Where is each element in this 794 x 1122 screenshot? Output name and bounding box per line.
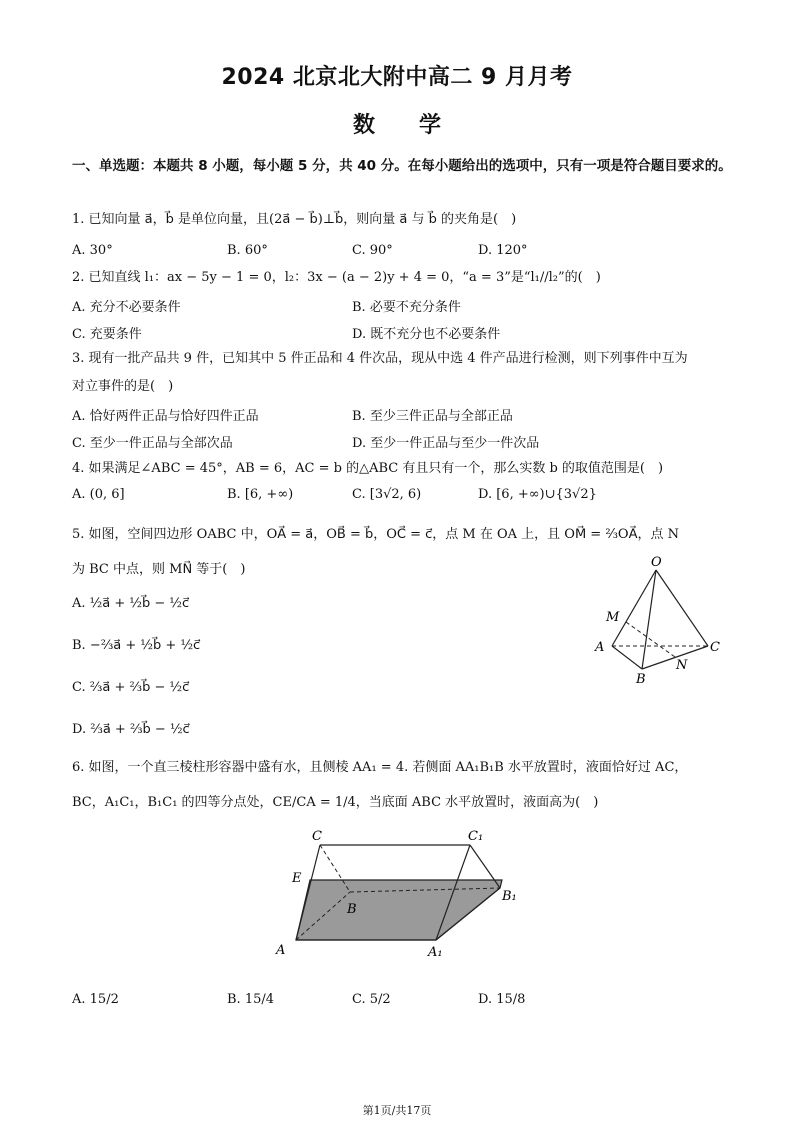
q5-option-a: A. ½a⃗ + ½b⃗ − ½c⃗ — [72, 596, 190, 611]
q3-option-b: B. 至少三件正品与全部正品 — [352, 409, 513, 424]
prism-figure — [270, 820, 530, 960]
question-4-stem: 4. 如果满足∠ABC = 45°，AB = 6，AC = b 的△ABC 有且只有一个，那么实数 b 的取值范围是( ) — [72, 461, 664, 476]
q2-option-b: B. 必要不充分条件 — [352, 300, 461, 315]
section-heading: 一、单选题：本题共 8 小题，每小题 5 分，共 40 分。在每小题给出的选项中，只有一项是符合题目要求的。 — [72, 158, 732, 174]
fig5-label-o: O — [651, 555, 662, 570]
q1-option-c: C. 90° — [352, 243, 393, 258]
fig6-label-b: B — [347, 902, 357, 917]
fig6-label-a: A — [276, 943, 286, 958]
q2-option-a: A. 充分不必要条件 — [72, 300, 181, 315]
q4-option-b: B. [6, +∞) — [227, 487, 294, 502]
fig6-label-a1: A₁ — [428, 945, 443, 960]
q2-option-d: D. 既不充分也不必要条件 — [352, 327, 501, 342]
question-2-stem: 2. 已知直线 l₁：ax − 5y − 1 = 0，l₂：3x − (a − 2)y + 4 = 0，“a = 3”是“l₁//l₂”的( ) — [72, 270, 601, 285]
fig6-label-e: E — [292, 871, 302, 886]
q3-option-d: D. 至少一件正品与至少一件次品 — [352, 436, 540, 451]
fig5-label-a: A — [595, 640, 605, 655]
q5-option-d: D. ⅔a⃗ + ⅔b⃗ − ½c⃗ — [72, 722, 190, 737]
q4-option-c: C. [3√2, 6) — [352, 487, 422, 502]
subject-title: 数 学 — [352, 113, 441, 138]
tetrahedron-figure — [590, 552, 730, 687]
q6-option-b: B. 15/4 — [227, 992, 275, 1007]
q1-option-a: A. 30° — [72, 243, 113, 258]
fig5-label-m: M — [606, 610, 620, 625]
q3-option-c: C. 至少一件正品与全部次品 — [72, 436, 233, 451]
q1-option-d: D. 120° — [478, 243, 528, 258]
question-3-stem-line2: 对立事件的是( ) — [72, 379, 174, 394]
q5-option-b: B. −⅔a⃗ + ½b⃗ + ½c⃗ — [72, 638, 201, 653]
fig6-label-c: C — [312, 829, 322, 844]
q1-option-b: B. 60° — [227, 243, 268, 258]
fig6-label-b1: B₁ — [502, 889, 517, 904]
q5-option-c: C. ⅔a⃗ + ⅔b⃗ − ½c⃗ — [72, 680, 190, 695]
page-footer: 第1页/共17页 — [362, 1104, 432, 1117]
fig5-label-c: C — [710, 640, 720, 655]
page-title: 2024 北京北大附中高二 9 月月考 — [221, 65, 573, 90]
question-5-stem-line1: 5. 如图，空间四边形 OABC 中，OA⃗ = a⃗，OB⃗ = b⃗，OC⃗ = c⃗，点 M 在 OA 上，且 OM⃗ = ²⁄₃OA⃗，点 N — [72, 527, 679, 542]
question-5-stem-line2: 为 BC 中点，则 MN⃗ 等于( ) — [72, 562, 246, 577]
fig5-label-n: N — [676, 658, 688, 673]
question-6-stem-line1: 6. 如图，一个直三棱柱形容器中盛有水，且侧棱 AA₁ = 4. 若侧面 AA₁B₁B 水平放置时，液面恰好过 AC， — [72, 760, 688, 775]
q4-option-a: A. (0, 6] — [72, 487, 125, 502]
q6-option-c: C. 5/2 — [352, 992, 391, 1007]
fig6-label-c1: C₁ — [468, 829, 484, 844]
q6-option-a: A. 15/2 — [72, 992, 119, 1007]
question-3-stem-line1: 3. 现有一批产品共 9 件，已知其中 5 件正品和 4 件次品，现从中选 4 件产品进行检测，则下列事件中互为 — [72, 351, 688, 366]
q3-option-a: A. 恰好两件正品与恰好四件正品 — [72, 409, 259, 424]
question-1-stem: 1. 已知向量 a⃗，b⃗ 是单位向量，且(2a⃗ − b⃗)⊥b⃗，则向量 a⃗ 与 b⃗ 的夹角是( ) — [72, 212, 517, 227]
q2-option-c: C. 充要条件 — [72, 327, 142, 342]
q4-option-d: D. [6, +∞)∪{3√2} — [478, 487, 597, 502]
fig5-label-b: B — [636, 672, 646, 687]
question-6-stem-line2: BC，A₁C₁，B₁C₁ 的四等分点处，CE/CA = 1/4，当底面 ABC 水平放置时，液面高为( ) — [72, 795, 599, 810]
q6-option-d: D. 15/8 — [478, 992, 526, 1007]
